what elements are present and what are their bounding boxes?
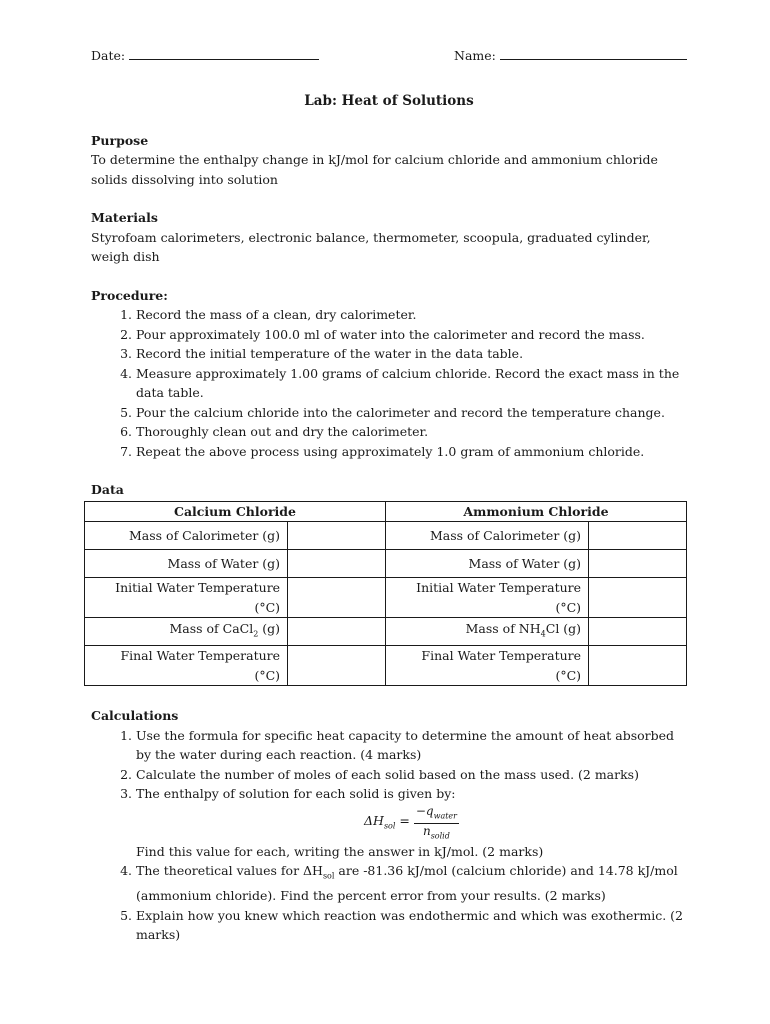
row-label: Final Water Temperature (°C) <box>85 646 288 686</box>
calculation-step: 5. Explain how you knew which reaction was endothermic and which was exothermic. (2 marks) <box>136 906 687 945</box>
ammonium-chloride-header: Ammonium Chloride <box>385 501 686 522</box>
table-row <box>85 578 687 618</box>
value-cell[interactable] <box>589 550 687 578</box>
procedure-step: 1. Record the mass of a clean, dry calorimeter. <box>136 305 687 325</box>
value-cell[interactable] <box>288 646 386 686</box>
row-label: Initial Water Temperature (°C) <box>385 578 588 618</box>
procedure-step: 4. Measure approximately 1.00 grams of calcium chloride. Record the exact mass in the data table. <box>136 364 687 403</box>
date-field <box>91 46 319 66</box>
date-label: Date: <box>91 48 126 63</box>
value-cell[interactable] <box>589 522 687 550</box>
procedure-step: 7. Repeat the above process using approximately 1.0 gram of ammonium chloride. <box>136 442 687 462</box>
value-cell[interactable] <box>288 550 386 578</box>
table-header-row <box>85 501 687 522</box>
calculations-list <box>91 726 687 945</box>
row-label: Mass of Water (g) <box>385 550 588 578</box>
value-cell[interactable] <box>589 578 687 618</box>
purpose-heading: Purpose <box>91 132 149 148</box>
data-heading: Data <box>91 482 124 497</box>
procedure-step: 5. Pour the calcium chloride into the calorimeter and record the temperature change. <box>136 403 687 423</box>
materials-heading: Materials <box>91 210 158 225</box>
data-table <box>84 501 687 687</box>
worksheet-page <box>91 46 687 945</box>
table-row <box>85 646 687 686</box>
row-label: Mass of Calorimeter (g) <box>85 522 288 550</box>
page-title: Lab: Heat of Solutions <box>304 93 474 109</box>
procedure-heading: Procedure: <box>91 287 168 303</box>
enthalpy-formula: $\Delta H_{sol}$ = $\frac{-q_{water}}{n_{solid}}$ <box>364 803 457 841</box>
calcium-chloride-header: Calcium Chloride <box>85 501 386 522</box>
purpose-text: To determine the enthalpy change in kJ/mol for calcium chloride and ammonium chloride solids dissolving into solution <box>91 152 658 187</box>
table-row <box>85 550 687 578</box>
row-label: Mass of CaCl$_2$ (g) <box>85 618 288 646</box>
calculation-step: 4. The theoretical values for $\Delta H_{sol}$ are -81.36 kJ/mol (calcium chloride) and 14.78 kJ/mol (ammonium chloride). Find the percent error from your results. (2 marks) <box>136 861 687 906</box>
value-cell[interactable] <box>288 522 386 550</box>
table-row <box>85 618 687 646</box>
materials-text: Styrofoam calorimeters, electronic balance, thermometer, scoopula, graduated cylinder, weigh dish <box>91 229 651 264</box>
name-blank[interactable] <box>500 46 687 60</box>
row-label: Mass of Calorimeter (g) <box>385 522 588 550</box>
procedure-step: 6. Thoroughly clean out and dry the calorimeter. <box>136 422 687 442</box>
row-label: Mass of $NH_4Cl$ (g) <box>385 618 588 646</box>
calculation-step: 3. The enthalpy of solution for each solid is given by: $\Delta H_{sol}$ = $\frac{-q_{water}}{n_{solid}}$ Find this value for each, writing the answer in kJ/mol. (2 marks) <box>136 784 687 861</box>
table-row <box>85 522 687 550</box>
calculations-heading: Calculations <box>91 708 179 723</box>
value-cell[interactable] <box>589 618 687 646</box>
procedure-step: 3. Record the initial temperature of the water in the data table. <box>136 344 687 364</box>
procedure-step: 2. Pour approximately 100.0 ml of water into the calorimeter and record the mass. <box>136 325 687 345</box>
value-cell[interactable] <box>288 578 386 618</box>
calculation-step: 1. Use the formula for specific heat capacity to determine the amount of heat absorbed by the water during each reaction. (4 marks) <box>136 726 687 765</box>
header-row <box>91 46 687 66</box>
date-blank[interactable] <box>129 46 319 60</box>
name-label: Name: <box>454 48 496 63</box>
value-cell[interactable] <box>589 646 687 686</box>
value-cell[interactable] <box>288 618 386 646</box>
procedure-list <box>91 305 687 461</box>
name-field <box>454 46 687 66</box>
row-label: Final Water Temperature (°C) <box>385 646 588 686</box>
calculation-step: 2. Calculate the number of moles of each solid based on the mass used. (2 marks) <box>136 765 687 785</box>
row-label: Initial Water Temperature (°C) <box>85 578 288 618</box>
row-label: Mass of Water (g) <box>85 550 288 578</box>
